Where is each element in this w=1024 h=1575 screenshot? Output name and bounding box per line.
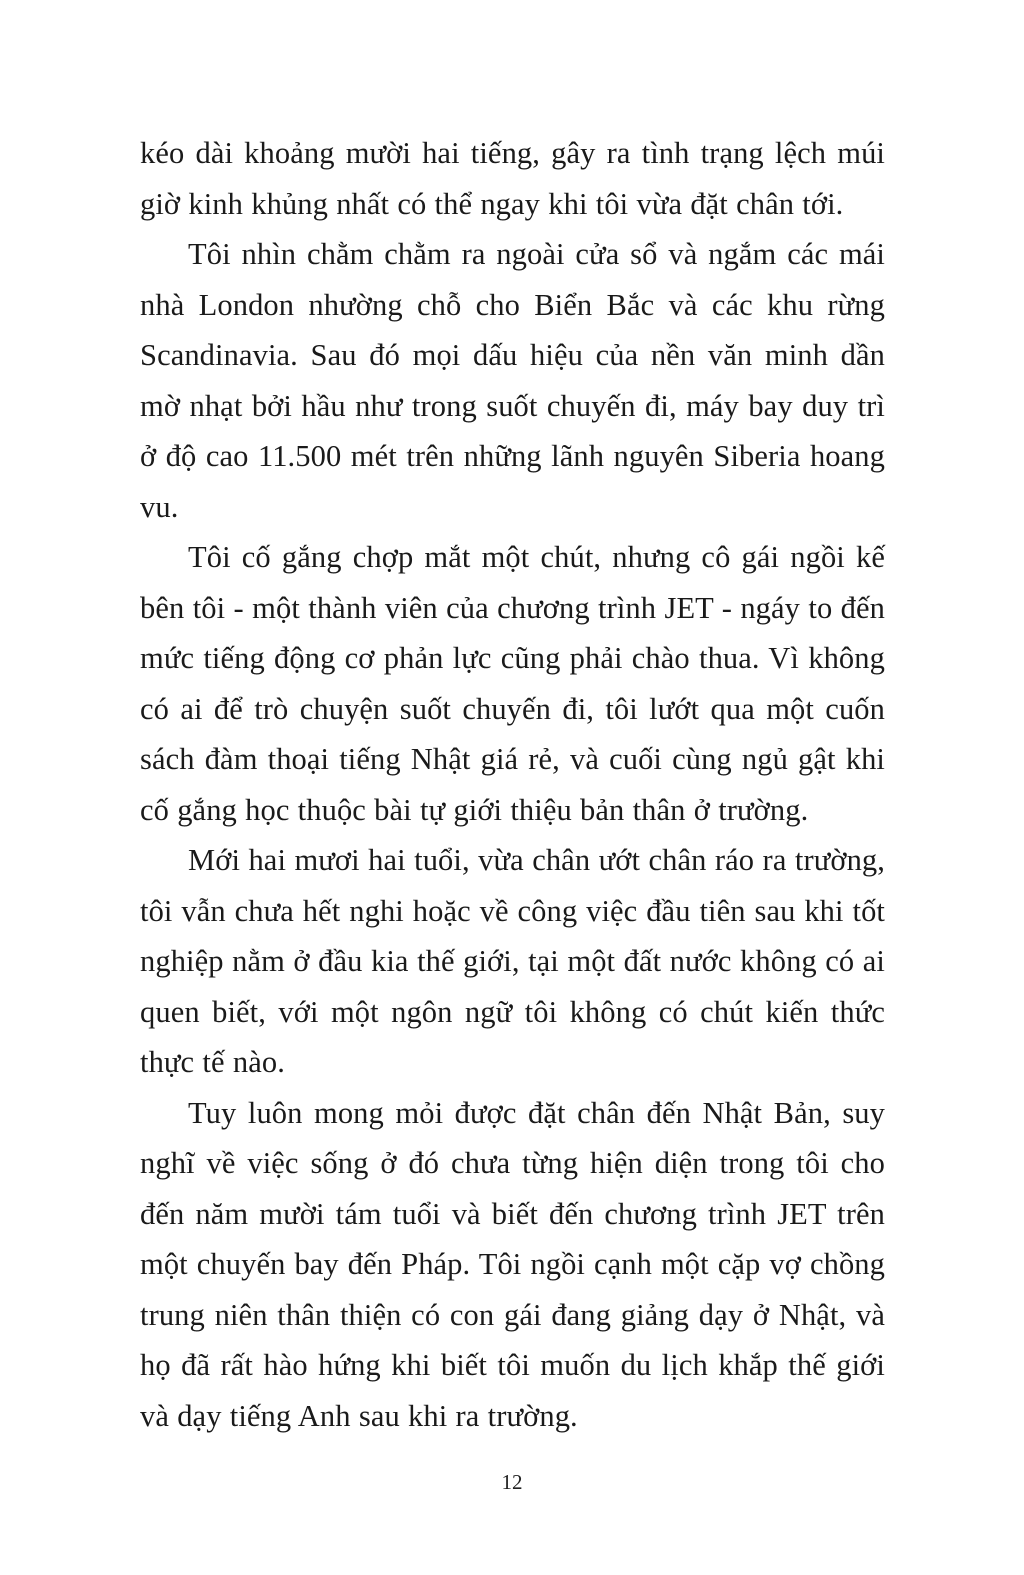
paragraph-4: Mới hai mươi hai tuổi, vừa chân ướt chân ráo ra trường, tôi vẫn chưa hết nghi hoặc về công việc đầu tiên sau khi tốt nghiệp nằm ở đầu kia thế giới, tại một đất nước không có ai quen biết, với một ngôn ngữ tôi không có chút kiến thức thực tế nào. bbox=[140, 843, 885, 1079]
paragraph-5: Tuy luôn mong mỏi được đặt chân đến Nhật Bản, suy nghĩ về việc sống ở đó chưa từng hiện diện trong tôi cho đến năm mười tám tuổi và biết đến chương trình JET trên một chuyến bay đến Pháp. Tôi ngồi cạnh một cặp vợ chồng trung niên thân thiện có con gái đang giảng dạy ở Nhật, và họ đã rất hào hứng khi biết tôi muốn du lịch khắp thế giới và dạy tiếng Anh sau khi ra trường. bbox=[140, 1095, 885, 1433]
paragraph-2: Tôi nhìn chằm chằm ra ngoài cửa sổ và ngắm các mái nhà London nhường chỗ cho Biển Bắc và các khu rừng Scandinavia. Sau đó mọi dấu hiệu của nền văn minh dần mờ nhạt bởi hầu như trong suốt chuyến đi, máy bay duy trì ở độ cao 11.500 mét trên những lãnh nguyên Siberia hoang vu. bbox=[140, 237, 885, 524]
body-text bbox=[140, 128, 885, 1441]
paragraph-1: kéo dài khoảng mười hai tiếng, gây ra tình trạng lệch múi giờ kinh khủng nhất có thể ngay khi tôi vừa đặt chân tới. bbox=[140, 136, 885, 221]
page-number: 12 bbox=[501, 1470, 523, 1494]
paragraph-3: Tôi cố gắng chợp mắt một chút, nhưng cô gái ngồi kế bên tôi - một thành viên của chương trình JET - ngáy to đến mức tiếng động cơ phản lực cũng phải chào thua. Vì không có ai để trò chuyện suốt chuyến đi, tôi lướt qua một cuốn sách đàm thoại tiếng Nhật giá rẻ, và cuối cùng ngủ gật khi cố gắng học thuộc bài tự giới thiệu bản thân ở trường. bbox=[140, 540, 885, 827]
